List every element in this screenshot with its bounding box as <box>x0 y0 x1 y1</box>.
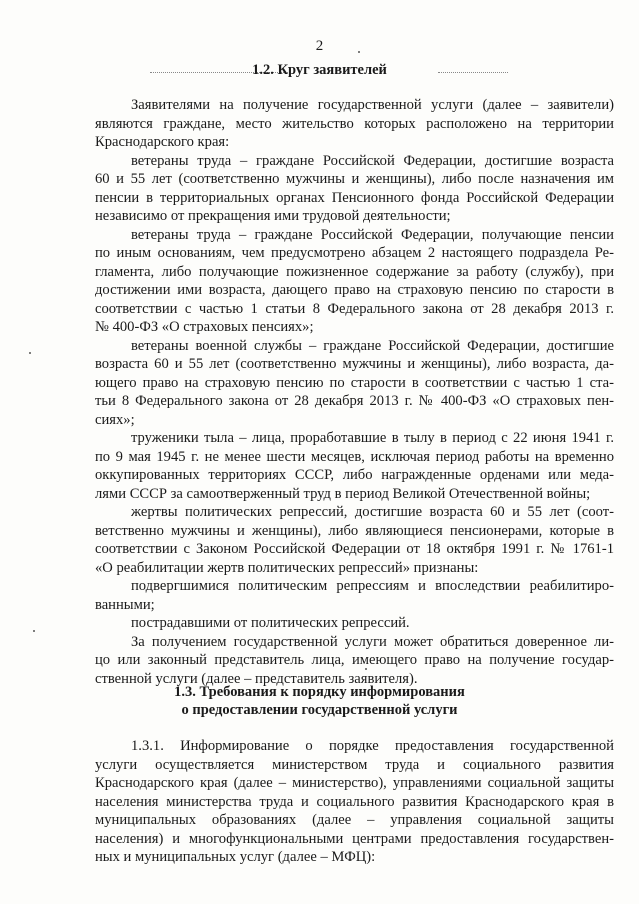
text-line: ветераны труда – граждане Российской Федерации, получающие пенсии <box>131 226 614 243</box>
text-line: Краснодарского края: <box>95 134 230 150</box>
text-line: услуги осуществляется министерством труда и социального развития <box>95 756 614 773</box>
text-line: населения министерства труда и социального развития Краснодарского края в <box>95 793 614 810</box>
text-line: муниципальных образованиях (далее – управления социальной защиты <box>95 812 614 828</box>
text-line: по 9 мая 1945 г. не менее шести месяцев, исключая период работы на временно <box>95 448 614 465</box>
text-line: подвергшимися политическим репрессиям и впоследствии реабилитиро- <box>131 578 614 594</box>
text-line: «О реабилитации жертв политических репрессий» признаны: <box>95 559 479 576</box>
text-line: Краснодарского края (далее – министерство), управлениями социальной защиты <box>95 775 614 791</box>
text-line: тьи 8 Федерального закона от 28 декабря 2013 г. № 400-ФЗ «О страховых пен- <box>95 393 614 409</box>
text-line: № 400-ФЗ «О страховых пенсиях»; <box>95 319 314 335</box>
informing-text-block <box>95 737 614 867</box>
page-number: 2 <box>315 38 324 54</box>
text-line: достижении ими возраста, дающего право на страховую пенсию по старости в <box>95 282 614 298</box>
text-line: ванными; <box>95 596 155 613</box>
text-line: 1.3.1. Информирование о порядке предоставления государственной <box>131 738 614 754</box>
text-line: ющего право на страховую пенсию по старости в соответствии с частью 1 ста- <box>95 374 614 391</box>
text-line: населения) и многофункциональными центрами предоставления государствен- <box>95 830 614 847</box>
text-line: жертвы политических репрессий, достигшие возраста 60 и 55 лет (соот- <box>131 504 614 520</box>
text-line: ных и муниципальных услуг (далее – МФЦ): <box>95 849 376 865</box>
scan-speck <box>29 352 31 354</box>
text-line: пострадавшими от политических репрессий. <box>131 615 410 631</box>
text-line: являются граждане, место жительство которых расположено на территории <box>95 115 614 132</box>
section-title-1-3-line1: 1.3. Требования к порядку информирования <box>174 684 465 700</box>
text-line: ветственно мужчины и женщины), либо являющиеся пенсионерами, которые в <box>95 522 614 539</box>
scan-speck <box>365 668 367 670</box>
applicants-text-block <box>95 96 614 688</box>
section-title-1-2: 1.2. Круг заявителей <box>252 62 387 78</box>
text-line: 60 и 55 лет (соответственно мужчины и женщины), либо после назначения им <box>95 171 614 187</box>
text-line: возраста 60 и 55 лет (соответственно мужчины и женщины), либо возраста, да- <box>95 356 614 372</box>
text-line: ветераны военной службы – граждане Российской Федерации, достигшие <box>131 337 614 354</box>
text-line: ственной услуги (далее – представитель заявителя). <box>95 670 418 687</box>
text-line: пенсии в территориальных органах Пенсионного фонда Российской Федерации <box>95 189 614 206</box>
text-line: лями СССР за самоотверженный труд в период Великой Отечественной войны; <box>95 485 591 502</box>
text-line: ветераны труда – граждане Российской Федерации, достигшие возраста <box>131 152 614 169</box>
text-line: труженики тыла – лица, проработавшие в тылу в период с 22 июня 1941 г. <box>131 430 614 446</box>
section-title-1-3-line2: о предоставлении государственной услуги <box>181 702 458 718</box>
text-line: независимо от прекращения ими трудовой деятельности; <box>95 208 451 224</box>
text-line: цо или законный представитель лица, имеющего право на получение государ- <box>95 652 614 668</box>
text-line: соответствии с частью 1 статьи 8 Федерального закона от 28 декабря 2013 г. <box>95 300 614 317</box>
text-line: За получением государственной услуги может обратиться доверенное ли- <box>131 633 614 650</box>
text-line: по иным основаниям, чем предусмотрено абзацем 2 настоящего подраздела Ре- <box>95 245 614 261</box>
text-line: гламента, либо получающие пожизненное содержание за работу (службу), при <box>95 263 614 280</box>
text-line: оккупированных территориях СССР, либо награжденные орденами или меда- <box>95 467 614 483</box>
text-line: сиях»; <box>95 411 135 428</box>
scan-speck <box>33 630 35 632</box>
text-line: соответствии с Законом Российской Федерации от 18 октября 1991 г. № 1761-1 <box>95 541 614 557</box>
scan-speck <box>358 51 360 53</box>
text-line: Заявителями на получение государственной услуги (далее – заявители) <box>131 97 614 113</box>
